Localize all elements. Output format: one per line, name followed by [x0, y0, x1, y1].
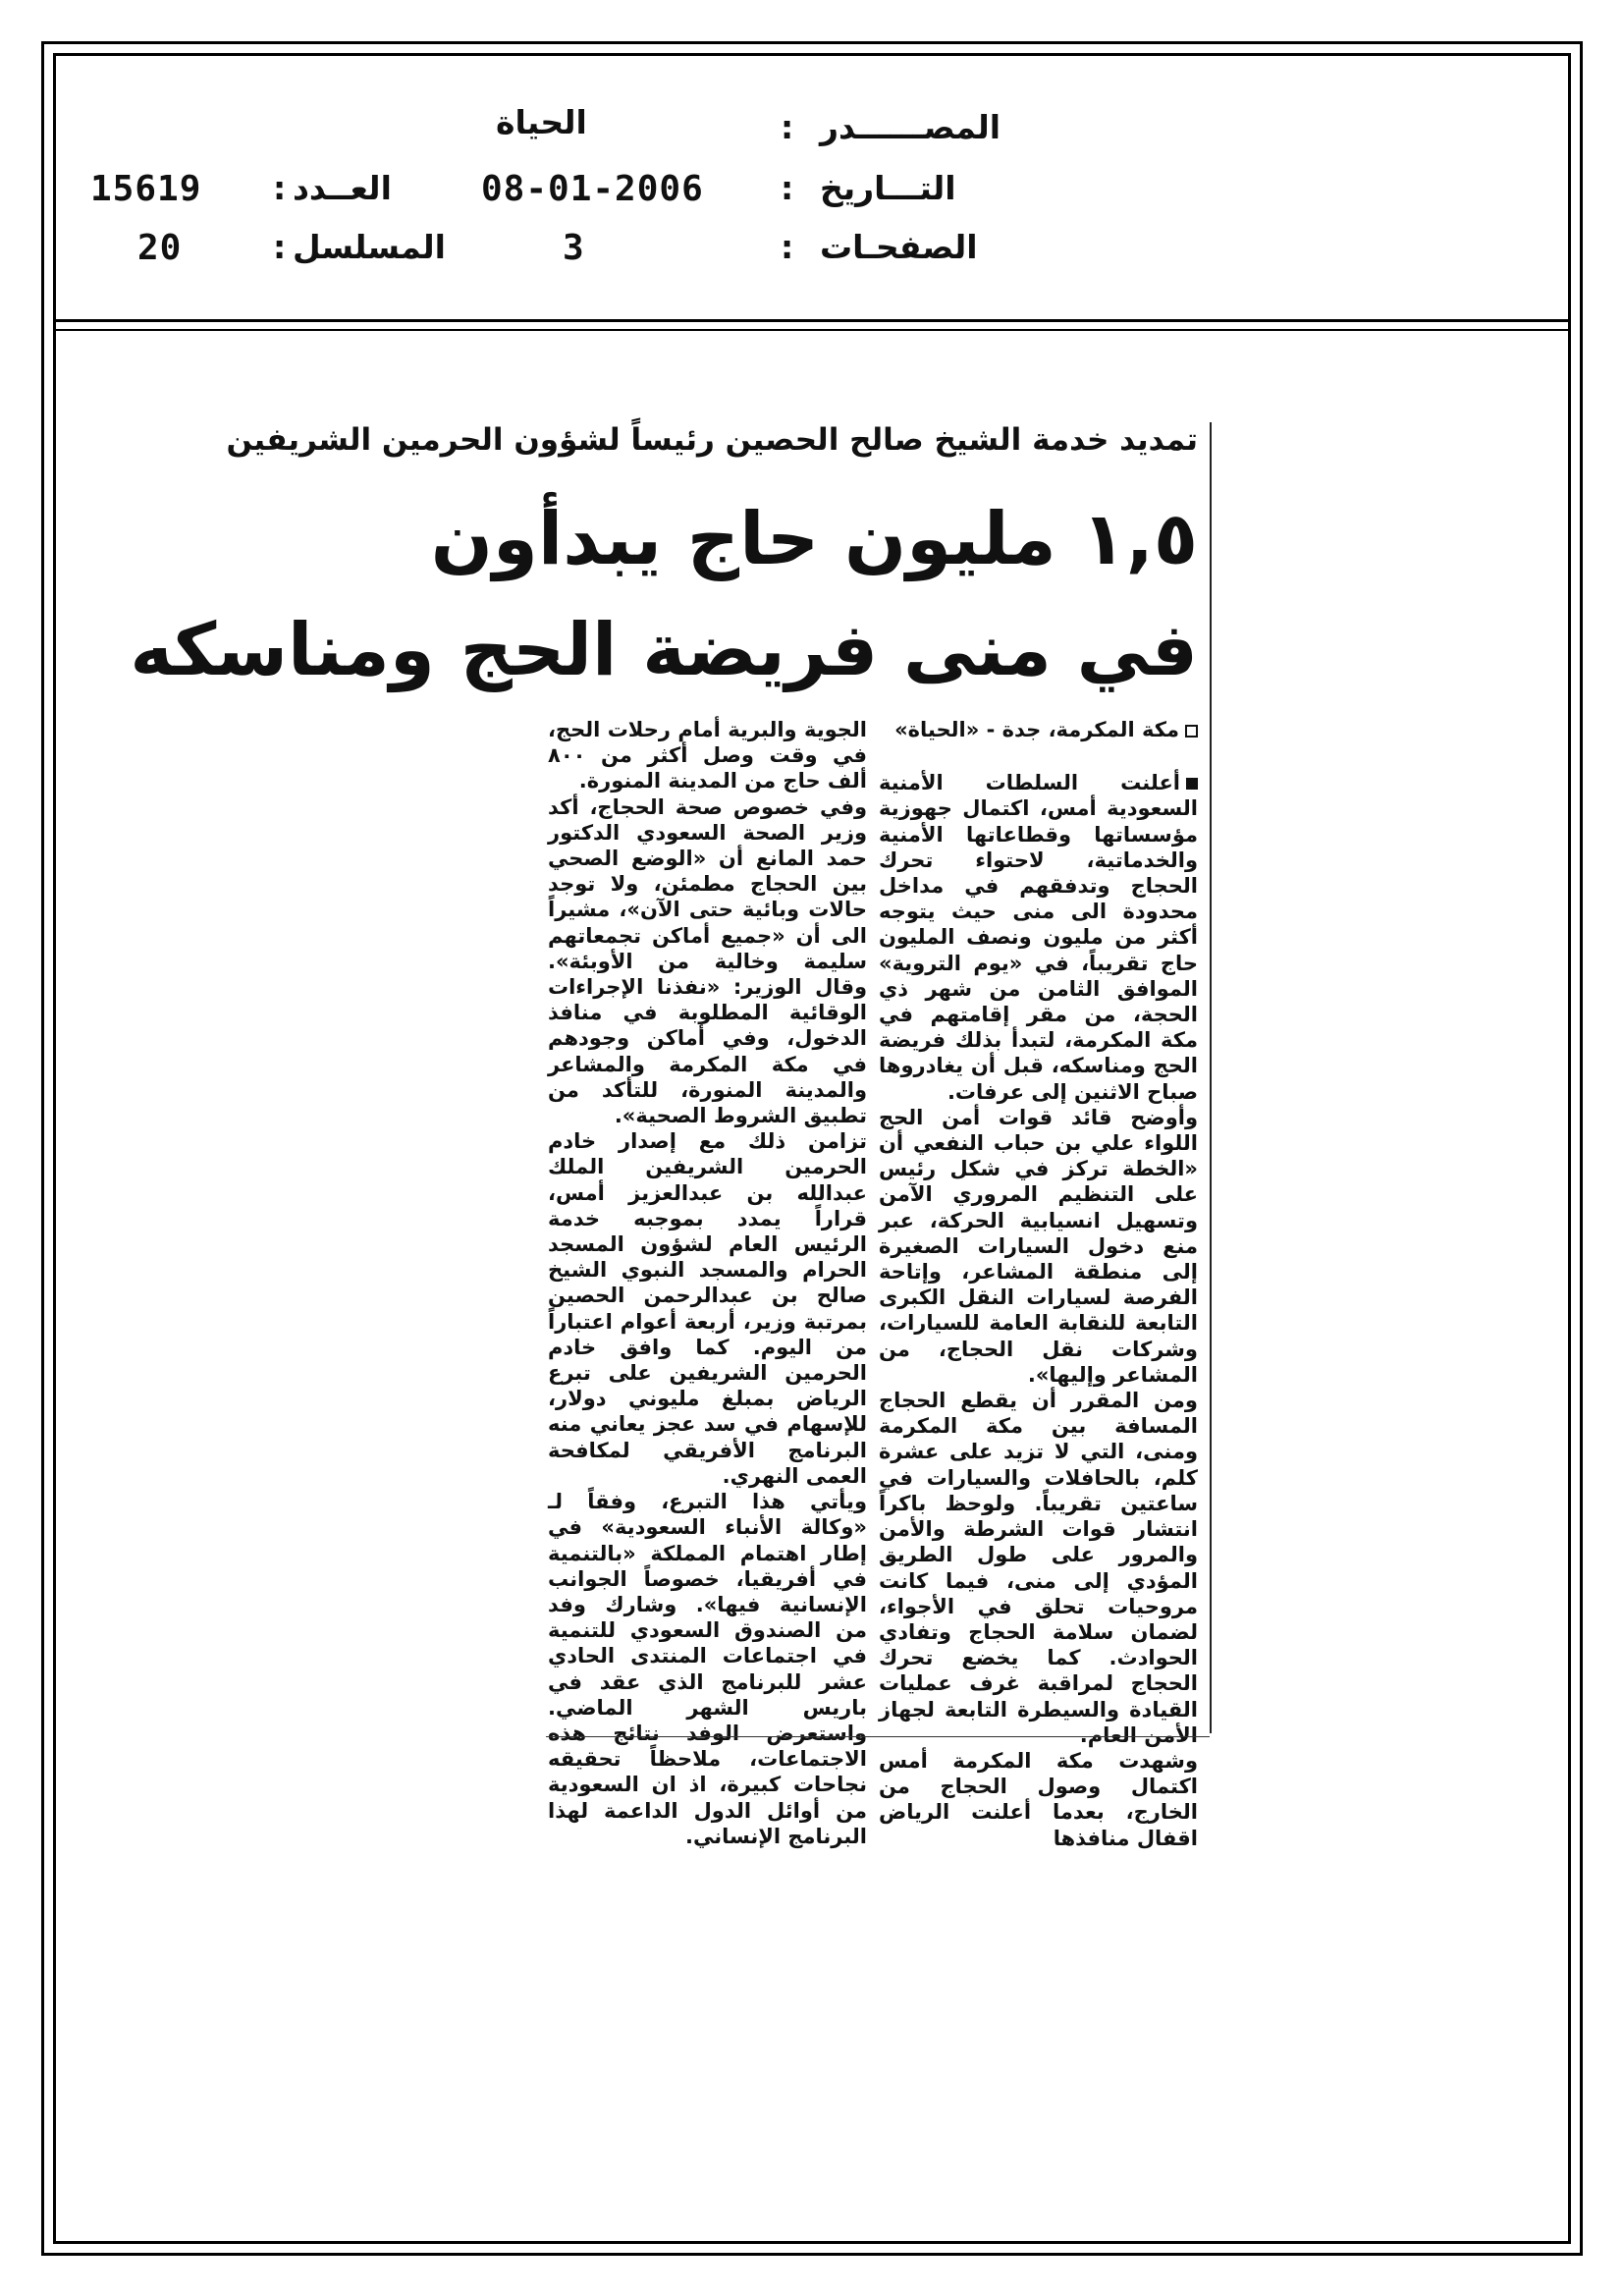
issue-value: 15619	[90, 169, 202, 209]
clipping-bottom-rule	[546, 1736, 1210, 1737]
serial-label: المسلسل	[293, 228, 446, 266]
left-paragraph: تزامن ذلك مع إصدار خادم الحرمين الشريفين الملك عبدالله بن عبدالعزيز أمس، قراراً يمدد بموجبه خدمة الرئيس العام لشؤون المسجد الحرام والمسجد النبوي الشيخ صالح بن عبدالرحمن الحصين بمرتبة وزير، أربعة أعوام اعتباراً من اليوم. كما وافق خادم الحرمين الشريفين على تبرع الرياض بمبلغ مليوني دولار، للإسهام في سد عجز يعاني منه البرنامج الأفريقي لمكافحة العمى النهري.	[548, 1129, 867, 1488]
article-right-column	[879, 717, 1198, 1851]
date-colon: :	[781, 169, 794, 207]
pages-colon: :	[781, 228, 794, 266]
dateline-square-icon	[1185, 725, 1198, 738]
source-label: المصــــــدر	[820, 108, 1001, 146]
left-paragraph: وفي خصوص صحة الحجاج، أكد وزير الصحة السعودي الدكتور حمد المانع أن «الوضع الصحي بين الحجاج مطمئن، ولا توجد حالات وبائية حتى الآن»، مشيراً الى أن «جميع أماكن تجمعاتهم سليمة وخالية من الأوبئة». وقال الوزير: «نفذنا الإجراءات الوقائية المطلوبة في منافذ الدخول، وفي أماكن وجودهم في مكة المكرمة والمشاعر والمدينة المنورة، للتأكد من تطبيق الشروط الصحية».	[548, 794, 867, 1128]
right-paragraph: وأوضح قائد قوات أمن الحج اللواء علي بن حباب النفعي أن «الخطة تركز في شكل رئيس على التنظيم المروري الآمن وتسهيل انسيابية الحركة، عبر منع دخول السيارات الصغيرة إلى منطقة المشاعر، وإتاحة الفرصة لسيارات النقل الكبرى التابعة للنقابة العامة للسيارات، وشركات نقل الحجاج، من المشاعر وإليها».	[879, 1105, 1198, 1387]
serial-value: 20	[137, 228, 183, 268]
right-paragraph	[879, 770, 1198, 1105]
right-paragraph: ومن المقرر أن يقطع الحجاج المسافة بين مكة المكرمة ومنى، التي لا تزيد على عشرة كلم، بالحافلات والسيارات في ساعتين تقريباً. ولوحظ باكراً انتشار قوات الشرطة والأمن والمرور على طول الطريق المؤدي إلى منى، فيما كانت مروحيات تحلق في الأجواء، لضمان سلامة الحجاج وتفادي الحوادث. كما يخضع تحرك الحجاج لمراقبة غرف عمليات القيادة والسيطرة التابعة لجهاز الأمن العام.	[879, 1389, 1198, 1747]
pages-value: 3	[563, 228, 585, 268]
date-label: التـــاريخ	[820, 169, 956, 207]
header-divider	[53, 319, 1571, 322]
article-left-column	[548, 717, 867, 1849]
article-dateline: مكة المكرمة، جدة - «الحياة»	[894, 718, 1179, 741]
article-headline-line2: في منى فريضة الحج ومناسكه	[130, 608, 1198, 692]
source-value: الحياة	[496, 103, 587, 141]
paragraph-bullet-icon	[1186, 778, 1198, 790]
header-divider-secondary	[53, 329, 1571, 331]
right-paragraph: وشهدت مكة المكرمة أمس اكتمال وصول الحجاج من الخارج، بعدما أعلنت الرياض اقفال منافذها	[879, 1748, 1198, 1850]
source-colon: :	[781, 108, 794, 146]
left-paragraph: ويأتي هذا التبرع، وفقاً لـ «وكالة الأنباء السعودية» في إطار اهتمام المملكة «بالتنمية في أفريقيا، خصوصاً الجوانب الإنسانية فيها». وشارك وفد من الصندوق السعودي للتنمية في اجتماعات المنتدى الحادي عشر للبرنامج الذي عقد في باريس الشهر الماضي. واستعرض الوفد نتائج هذه الاجتماعات، ملاحظاً تحقيقه نجاحات كبيرة، اذ ان السعودية من أوائل الدول الداعمة لهذا البرنامج الإنساني.	[548, 1490, 867, 1848]
serial-colon: :	[273, 228, 287, 266]
issue-label: العــدد	[293, 169, 392, 207]
article-headline-line1: ١,٥ مليون حاج يبدأون	[430, 497, 1198, 581]
article-dateline-row	[879, 717, 1198, 742]
pages-label: الصفحـات	[820, 228, 978, 266]
issue-colon: :	[273, 169, 287, 207]
left-paragraph: الجوية والبرية أمام رحلات الحج، في وقت وصل أكثر من ٨٠٠ ألف حاج من المدينة المنورة.	[548, 718, 867, 793]
article-kicker: تمديد خدمة الشيخ صالح الحصين رئيساً لشؤون الحرمين الشريفين	[226, 422, 1198, 458]
right-paragraph-text: أعلنت السلطات الأمنية السعودية أمس، اكتمال جهوزية مؤسساتها وقطاعاتها الأمنية والخدماتية، لاحتواء تحرك الحجاج وتدفقهم في مداخل محدودة الى منى حيث يتوجه أكثر من مليون ونصف المليون حاج تقريباً، في «يوم التروية» الموافق الثامن من شهر ذي الحجة، من مقر إقامتهم في مكة المكرمة، لتبدأ بذلك فريضة الحج ومناسكه، قبل أن يغادروها صباح الاثنين إلى عرفات.	[879, 771, 1198, 1104]
clipping-edge-rule	[1210, 422, 1212, 1733]
date-value: 08-01-2006	[481, 169, 704, 209]
